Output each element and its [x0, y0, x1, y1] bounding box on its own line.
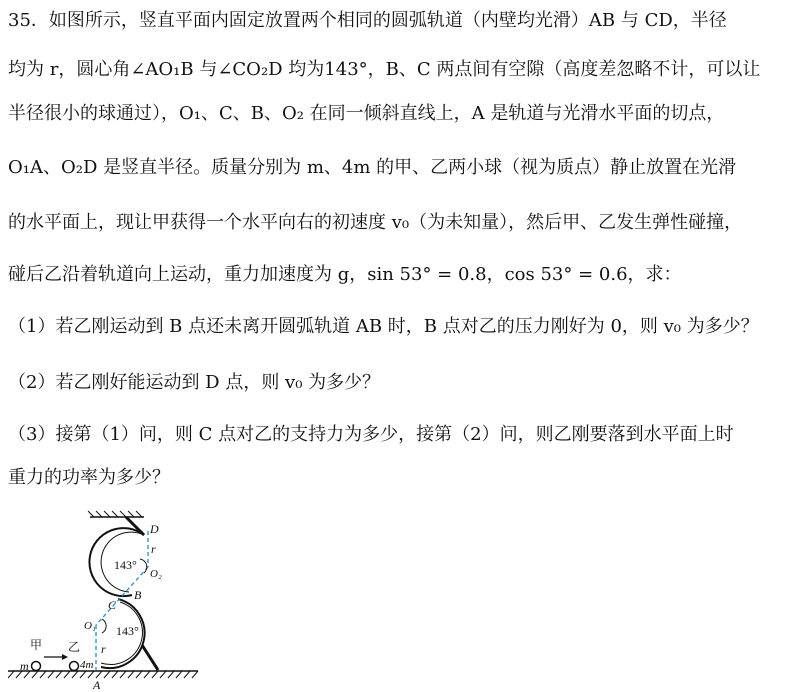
- question-3: （3）接第（1）问，则 C 点对乙的支持力为多少，接第（2）问，则乙刚要落到水平面上时: [8, 424, 734, 445]
- upper-radius-label: r: [151, 542, 156, 556]
- problem-line-5: 的水平面上，现让甲获得一个水平向右的初速度 v₀（为未知量），然后甲、乙发生弹性碰撞，: [8, 212, 743, 233]
- lower-support-rod: [142, 645, 158, 670]
- mass-m-label: m: [20, 659, 29, 673]
- problem-line-4: O₁A、O₂D 是竖直半径。质量分别为 m、4m 的甲、乙两小球（视为质点）静止放置在光滑: [8, 157, 737, 178]
- upper-angle-arc: [140, 559, 147, 573]
- point-C-label: C: [108, 598, 117, 612]
- mass-4m-label: 4m: [80, 659, 94, 671]
- lower-angle-arc: [102, 619, 106, 633]
- ceiling-hatch: [88, 511, 142, 517]
- label-jia: 甲: [30, 638, 43, 652]
- question-2: （2）若乙刚好能运动到 D 点，则 v₀ 为多少？: [8, 372, 381, 393]
- problem-line-6: 碰后乙沿着轨道向上运动，重力加速度为 g，sin 53° = 0.8，cos 53° = 0.6，求：: [8, 264, 682, 285]
- point-D-label: D: [150, 522, 159, 536]
- point-O1-label: O₁: [84, 620, 96, 632]
- problem-line-2: 均为 r，圆心角∠AO₁B 与∠CO₂D 均为143°，B、C 两点间有空隙（高度差忽略不计，可以让: [8, 59, 761, 80]
- point-O2-label: O₂: [150, 568, 162, 580]
- ball-yi: [70, 662, 79, 671]
- lower-angle-label: 143°: [116, 624, 139, 638]
- problem-line-3: 半径很小的球通过），O₁、C、B、O₂ 在同一倾斜直线上，A 是轨道与光滑水平面的切点，: [8, 103, 725, 124]
- point-A-label: A: [93, 678, 101, 692]
- upper-angle-label: 143°: [114, 558, 137, 572]
- point-B-label: B: [134, 588, 142, 602]
- ground-hatch: [8, 671, 198, 678]
- arrow-head-icon: [62, 654, 68, 660]
- track-diagram: [8, 505, 208, 692]
- ball-jia: [32, 662, 41, 671]
- question-3-continued: 重力的功率为多少？: [8, 467, 170, 488]
- problem-line-1: 35．如图所示，竖直平面内固定放置两个相同的圆弧轨道（内壁均光滑）AB 与 CD，半径: [8, 10, 727, 31]
- question-1: （1）若乙刚运动到 B 点还未离开圆弧轨道 AB 时，B 点对乙的压力刚好为 0，则 v₀ 为多少？: [8, 316, 759, 337]
- lower-radius-label: r: [101, 642, 106, 656]
- label-yi: 乙: [68, 640, 81, 654]
